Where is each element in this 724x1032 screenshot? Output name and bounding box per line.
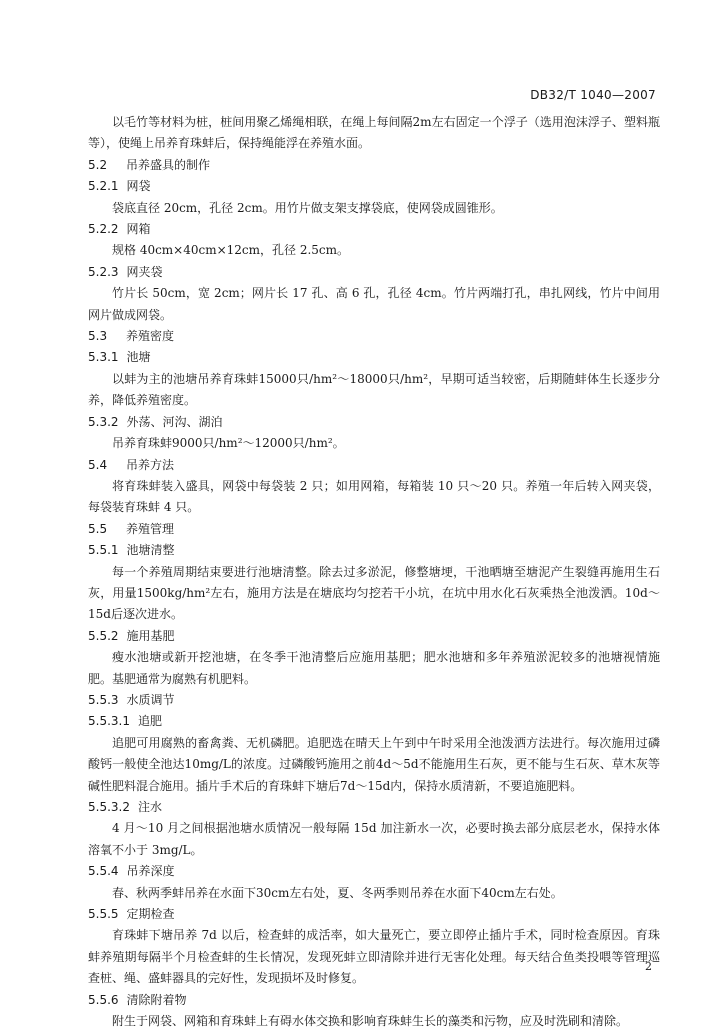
section-number: 5.5.4 <box>88 864 119 879</box>
body-paragraph: 春、秋两季蚌吊养在水面下30cm左右处，夏、冬两季则吊养在水面下40cm左右处。 <box>112 885 563 900</box>
section-number: 5.2 <box>88 157 108 172</box>
page-number: 2 <box>645 960 652 973</box>
section-number: 5.4 <box>88 457 108 472</box>
section-heading <box>88 262 660 283</box>
section-number: 5.5.6 <box>88 992 119 1007</box>
body-paragraph: 以毛竹等材料为桩，桩间用聚乙烯绳相联，在绳上每间隔2m左右固定一个浮子（选用泡沫浮子、塑料瓶等），使绳上吊养育珠蚌后，保持绳能浮在养殖水面。 <box>88 115 660 151</box>
section-heading <box>88 412 660 433</box>
section-title: 定期检查 <box>126 907 175 922</box>
section-title: 外荡、河沟、湖泊 <box>126 414 223 429</box>
section-number: 5.5.2 <box>88 628 119 643</box>
section-number: 5.5 <box>88 521 108 536</box>
section-title: 清除附着物 <box>126 992 187 1007</box>
section-title: 网袋 <box>126 179 151 194</box>
section-title: 水质调节 <box>126 692 175 707</box>
section-title: 吊养盛具的制作 <box>126 157 211 172</box>
section-heading <box>88 990 660 1011</box>
document-body <box>88 112 660 1032</box>
section-heading <box>88 155 660 176</box>
section-title: 注水 <box>137 800 162 814</box>
section-title: 追肥 <box>137 714 162 729</box>
section-heading <box>88 690 660 711</box>
section-heading <box>88 711 660 732</box>
section-number: 5.2.1 <box>88 179 119 194</box>
section-heading <box>88 904 660 925</box>
section-title: 吊养深度 <box>126 864 175 879</box>
section-number: 5.3.1 <box>88 350 119 365</box>
section-title: 施用基肥 <box>126 628 175 643</box>
section-heading <box>88 626 660 647</box>
body-paragraph: 4 月～10 月之间根据池塘水质情况一般每隔 15d 加注新水一次，必要时换去部分底层老水，保持水体溶氧不小于 3mg/L。 <box>88 821 660 857</box>
section-title: 池塘清整 <box>126 543 175 558</box>
section-heading <box>88 176 660 197</box>
section-heading <box>88 219 660 240</box>
section-number: 5.2.3 <box>88 264 119 279</box>
section-number: 5.2.2 <box>88 222 119 237</box>
section-title: 网夹袋 <box>126 264 163 279</box>
body-paragraph: 追肥可用腐熟的畜禽粪、无机磷肥。追肥选在晴天上午到中午时采用全池泼洒方法进行。每次施用过磷酸钙一般使全池达10mg/L的浓度。过磷酸钙施用之前4d～5d不能施用生石灰，更不能与生石灰、草木灰等碱性肥料混合施用。插片手术后的育珠蚌下塘后7d～15d内，保持水质清新，不要追施肥料。 <box>88 735 660 793</box>
section-title: 池塘 <box>126 350 151 365</box>
section-title: 吊养方法 <box>126 457 175 472</box>
section-number: 5.3.2 <box>88 414 119 429</box>
body-paragraph: 规格 40cm×40cm×12cm，孔径 2.5cm。 <box>112 243 350 258</box>
body-paragraph: 瘦水池塘或新开挖池塘，在冬季干池清整后应施用基肥；肥水池塘和多年养殖淤泥较多的池塘视情施肥。基肥通常为腐熟有机肥料。 <box>88 650 660 686</box>
section-heading <box>88 861 660 882</box>
standard-code: DB32/T 1040—2007 <box>530 88 656 102</box>
section-heading <box>88 326 660 347</box>
section-heading <box>88 797 660 818</box>
section-number: 5.5.3 <box>88 692 119 707</box>
section-number: 5.5.3.1 <box>88 714 130 729</box>
section-title: 网箱 <box>126 222 151 237</box>
body-paragraph: 以蚌为主的池塘吊养育珠蚌15000只/hm²～18000只/hm²，早期可适当较密，后期随蚌体生长逐步分养，降低养殖密度。 <box>88 371 660 408</box>
body-paragraph: 每一个养殖周期结束要进行池塘清整。除去过多淤泥，修整塘埂，干池晒塘至塘泥产生裂缝再施用生石灰，用量1500kg/hm²左右，施用方法是在塘底均匀挖若干小坑，在坑中用水化石灰乘热全池泼洒。10d～15d后逐次进水。 <box>88 564 660 622</box>
section-heading <box>88 519 660 540</box>
body-paragraph: 吊养育珠蚌9000只/hm²～12000只/hm²。 <box>112 436 345 451</box>
section-number: 5.5.3.2 <box>88 800 130 814</box>
section-heading <box>88 540 660 561</box>
body-paragraph: 育珠蚌下塘吊养 7d 以后，检查蚌的成活率，如大量死亡，要立即停止插片手术，同时检查原因。育珠蚌养殖期每隔半个月检查蚌的生长情况，发现死蚌立即清除并进行无害化处理。每天结合鱼类投喂等管理巡查桩、绳、盛蚌器具的完好性，发现损坏及时修复。 <box>88 928 660 986</box>
section-heading <box>88 347 660 368</box>
body-paragraph: 将育珠蚌装入盛具，网袋中每袋装 2 只；如用网箱，每箱装 10 只～20 只。养殖一年后转入网夹袋，每袋装育珠蚌 4 只。 <box>88 478 660 515</box>
section-number: 5.5.5 <box>88 907 119 922</box>
body-paragraph: 竹片长 50cm，宽 2cm；网片长 17 孔、高 6 孔，孔径 4cm。竹片两端打孔，串扎网线，竹片中间用网片做成网袋。 <box>88 286 660 322</box>
section-number: 5.5.1 <box>88 543 119 558</box>
section-title: 养殖管理 <box>126 521 175 536</box>
section-number: 5.3 <box>88 329 108 344</box>
body-paragraph: 袋底直径 20cm，孔径 2cm。用竹片做支架支撑袋底，使网袋成圆锥形。 <box>112 200 503 215</box>
section-title: 养殖密度 <box>126 329 175 344</box>
section-heading <box>88 455 660 476</box>
body-paragraph: 附生于网袋、网箱和育珠蚌上有碍水体交换和影响育珠蚌生长的藻类和污物，应及时洗刷和清除。 <box>112 1014 629 1029</box>
